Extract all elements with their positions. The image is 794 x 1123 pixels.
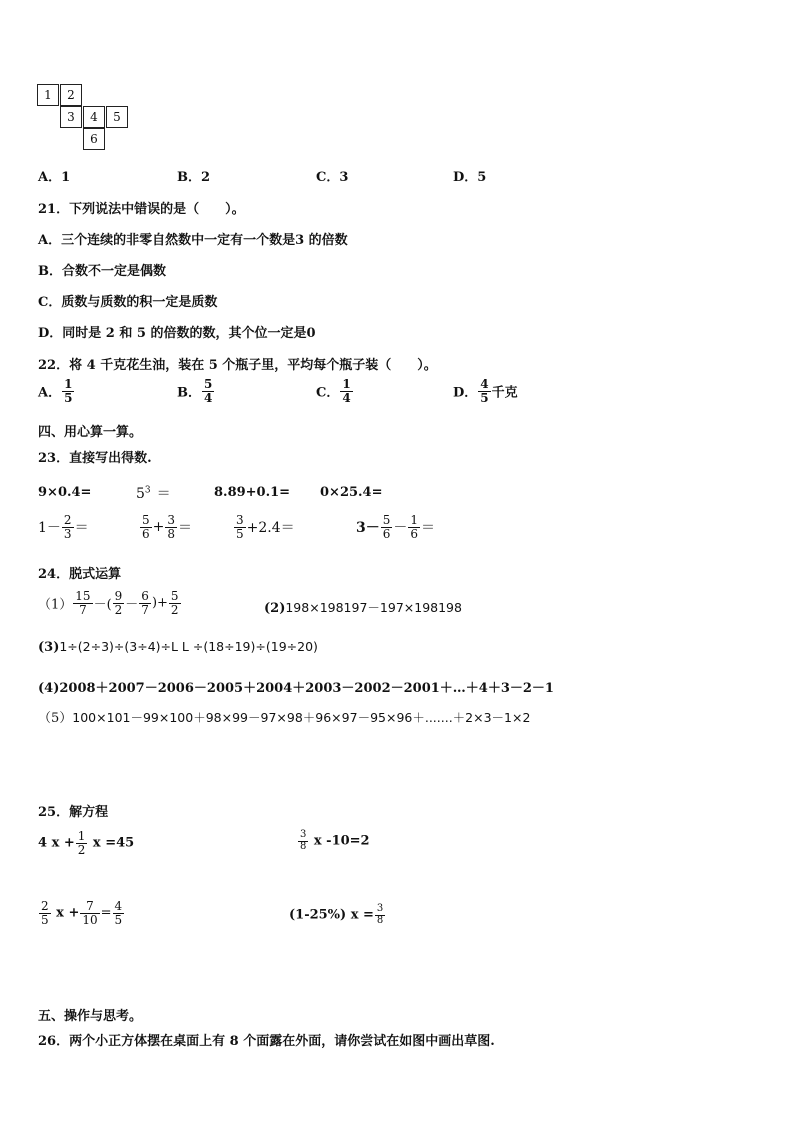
section-heading-5: 五、操作与思考。 xyxy=(38,1009,143,1024)
question-22-stem: 22．将 4 千克花生油，装在 5 个瓶子里，平均每个瓶子装（ ）。 xyxy=(38,358,437,373)
calc-item: 1－ $\frac{2}{3}$ ＝ xyxy=(38,513,89,541)
question-21-option: D．同时是 2 和 5 的倍数的数，其个位一定是0 xyxy=(38,326,316,341)
question-21-option: A．三个连续的非零自然数中一定有一个数是3 的倍数 xyxy=(38,233,348,248)
calc-item-power: $5^3$ ＝ xyxy=(136,485,171,502)
section-heading-4: 四、用心算一算。 xyxy=(38,425,143,440)
q24-part-2: (2)198×198197－197×198198 xyxy=(264,600,462,616)
option-b: B．2 xyxy=(177,170,211,185)
calc-item: $\frac{5}{6}$ + $\frac{3}{8}$ ＝ xyxy=(142,513,193,541)
calc-item: 8.89+0.1= xyxy=(214,485,291,500)
equation-4: (1-25%) x = $\frac{3}{8}$ xyxy=(289,903,384,926)
question-26-stem: 26．两个小正方体摆在桌面上有 8 个面露在外面，请你尝试在如图中画出草图. xyxy=(38,1034,495,1049)
option-a: A．1 xyxy=(38,170,71,185)
calc-item: 3－ $\frac{5}{6}$ － $\frac{1}{6}$ ＝ xyxy=(356,513,436,541)
net-cell: 5 xyxy=(106,106,128,128)
net-cell: 6 xyxy=(83,128,105,150)
option-label: D． xyxy=(453,385,478,401)
net-cell: 2 xyxy=(60,84,82,106)
question-21-stem: 21．下列说法中错误的是（ ）。 xyxy=(38,202,245,217)
q24-part-1: （1） $\frac{15}{7}$ －( $\frac{9}{2}$ － $\frac{6}{7}$ )+ $\frac{5}{2}$ xyxy=(38,589,179,617)
option-label: A． xyxy=(38,385,62,401)
question-21-option: B．合数不一定是偶数 xyxy=(38,264,166,279)
q24-part-3: (3)1÷(2÷3)÷(3÷4)÷L L ÷(18÷19)÷(19÷20) xyxy=(38,639,318,655)
question-22-option xyxy=(38,378,75,404)
equation-2: $\frac{3}{8}$ x -10=2 xyxy=(300,829,370,852)
q24-part-4: (4)2008＋2007－2006－2005＋2004＋2003－2002－2001＋…＋4＋3－2－1 xyxy=(38,681,554,696)
option-label: C． xyxy=(316,385,340,401)
question-23-stem: 23．直接写出得数. xyxy=(38,451,152,466)
question-21-option: C．质数与质数的积一定是质数 xyxy=(38,295,218,310)
calc-item: 0×25.4= xyxy=(320,485,383,500)
calc-item: 9×0.4= xyxy=(38,485,92,500)
option-c: C．3 xyxy=(316,170,349,185)
unit: 千克 xyxy=(491,385,518,401)
fraction: $\frac{5}{4}$ xyxy=(204,377,213,405)
equation-1: 4 x + $\frac{1}{2}$ x =45 xyxy=(38,829,135,857)
question-22-option xyxy=(453,378,518,404)
question-25-stem: 25．解方程 xyxy=(38,805,109,820)
option-label: B． xyxy=(177,385,201,401)
calc-item: $\frac{3}{5}$ +2.4＝ xyxy=(236,513,295,541)
q24-part-5: （5）100×101－99×100＋98×99－97×98＋96×97－95×96＋.......＋2×3－1×2 xyxy=(38,710,531,726)
equation-3: $\frac{2}{5}$ x + $\frac{7}{10}$ = $\frac{4}{5}$ xyxy=(41,899,123,927)
net-cell: 1 xyxy=(37,84,59,106)
question-24-stem: 24．脱式运算 xyxy=(38,567,122,582)
net-cell: 4 xyxy=(83,106,105,128)
fraction: $\frac{1}{5}$ xyxy=(64,377,73,405)
fraction: $\frac{1}{4}$ xyxy=(342,377,351,405)
option-d: D．5 xyxy=(453,170,487,185)
question-22-option xyxy=(177,378,215,404)
question-22-option xyxy=(316,378,354,404)
net-cell: 3 xyxy=(60,106,82,128)
fraction: $\frac{4}{5}$ xyxy=(480,377,489,405)
